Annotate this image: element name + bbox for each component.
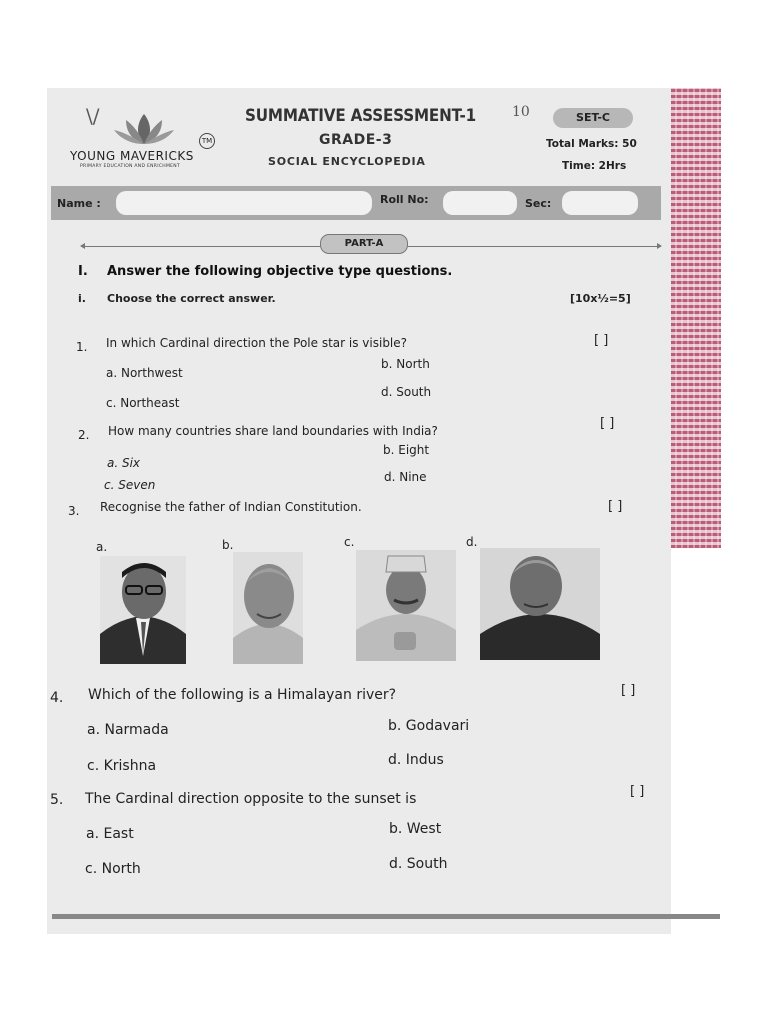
part-badge: PART-A bbox=[320, 234, 408, 254]
roll-field[interactable] bbox=[443, 191, 517, 215]
answer-bracket[interactable]: [ ] bbox=[594, 333, 609, 348]
option-c: c. Seven bbox=[104, 478, 156, 492]
option-c: c. bbox=[344, 535, 355, 549]
question-number: 3. bbox=[68, 504, 80, 518]
answer-bracket[interactable]: [ ] bbox=[621, 683, 636, 698]
sec-label: Sec: bbox=[525, 197, 552, 210]
question-number: 1. bbox=[76, 340, 88, 354]
option-d: d. Indus bbox=[388, 752, 444, 768]
answer-bracket[interactable]: [ ] bbox=[630, 784, 645, 799]
option-a: a. Narmada bbox=[87, 722, 169, 738]
question-text: Which of the following is a Himalayan river? bbox=[88, 687, 397, 703]
handwritten-tick: \/ bbox=[86, 104, 100, 128]
question-text: The Cardinal direction opposite to the sunset is bbox=[85, 791, 417, 807]
section-title: Answer the following objective type questions. bbox=[107, 264, 453, 279]
question-text: How many countries share land boundaries with India? bbox=[108, 424, 438, 438]
option-d: d. South bbox=[389, 856, 448, 872]
option-d: d. South bbox=[381, 385, 432, 399]
option-b: b. Godavari bbox=[388, 718, 470, 734]
brand-name: YOUNG MAVERICKS bbox=[70, 149, 194, 163]
option-d: d. bbox=[466, 535, 478, 549]
option-a: a. Six bbox=[107, 456, 141, 470]
brand-tagline: PRIMARY EDUCATION AND ENRICHMENT bbox=[80, 164, 181, 169]
option-b: b. North bbox=[381, 357, 430, 371]
answer-bracket[interactable]: [ ] bbox=[600, 416, 615, 431]
question-number: 4. bbox=[50, 690, 64, 706]
question-text: In which Cardinal direction the Pole star is visible? bbox=[106, 336, 408, 350]
option-c: c. Northeast bbox=[106, 396, 180, 410]
total-marks: Total Marks: 50 bbox=[546, 138, 637, 150]
section-marks: [10x½=5] bbox=[570, 292, 631, 305]
option-b: b. West bbox=[389, 821, 442, 837]
option-a: a. bbox=[96, 540, 108, 554]
footer-rule bbox=[52, 914, 720, 919]
subject-label: SOCIAL ENCYCLOPEDIA bbox=[268, 155, 426, 168]
option-a: a. East bbox=[86, 826, 134, 842]
option-d: d. Nine bbox=[384, 470, 427, 484]
background-cloth-texture bbox=[663, 88, 721, 548]
set-badge: SET-C bbox=[553, 108, 633, 128]
trademark-symbol: TM bbox=[199, 133, 215, 149]
question-text: Recognise the father of Indian Constitution. bbox=[100, 500, 362, 514]
roll-label: Roll No: bbox=[380, 193, 429, 206]
option-a: a. Northwest bbox=[106, 366, 183, 380]
subsection-title: Choose the correct answer. bbox=[107, 292, 276, 305]
portrait-photo-a bbox=[100, 556, 186, 664]
exam-title: SUMMATIVE ASSESSMENT-1 bbox=[245, 106, 477, 125]
option-b: b. bbox=[222, 538, 234, 552]
name-label: Name : bbox=[57, 197, 101, 210]
section-number: I. bbox=[78, 264, 88, 279]
handwritten-score: 10 bbox=[512, 104, 530, 120]
lotus-logo-icon bbox=[112, 112, 176, 146]
sec-field[interactable] bbox=[562, 191, 638, 215]
question-number: 5. bbox=[50, 792, 64, 808]
answer-bracket[interactable]: [ ] bbox=[608, 499, 623, 514]
portrait-photo-b bbox=[233, 552, 303, 664]
portrait-photo-c bbox=[356, 550, 456, 661]
option-c: c. Krishna bbox=[87, 758, 157, 774]
option-c: c. North bbox=[85, 861, 141, 877]
question-number: 2. bbox=[78, 428, 90, 442]
subsection-number: i. bbox=[78, 292, 86, 305]
name-field[interactable] bbox=[116, 191, 372, 215]
grade-label: GRADE-3 bbox=[319, 132, 393, 148]
exam-time: Time: 2Hrs bbox=[562, 160, 627, 172]
option-b: b. Eight bbox=[383, 443, 430, 457]
portrait-photo-d bbox=[480, 548, 600, 660]
